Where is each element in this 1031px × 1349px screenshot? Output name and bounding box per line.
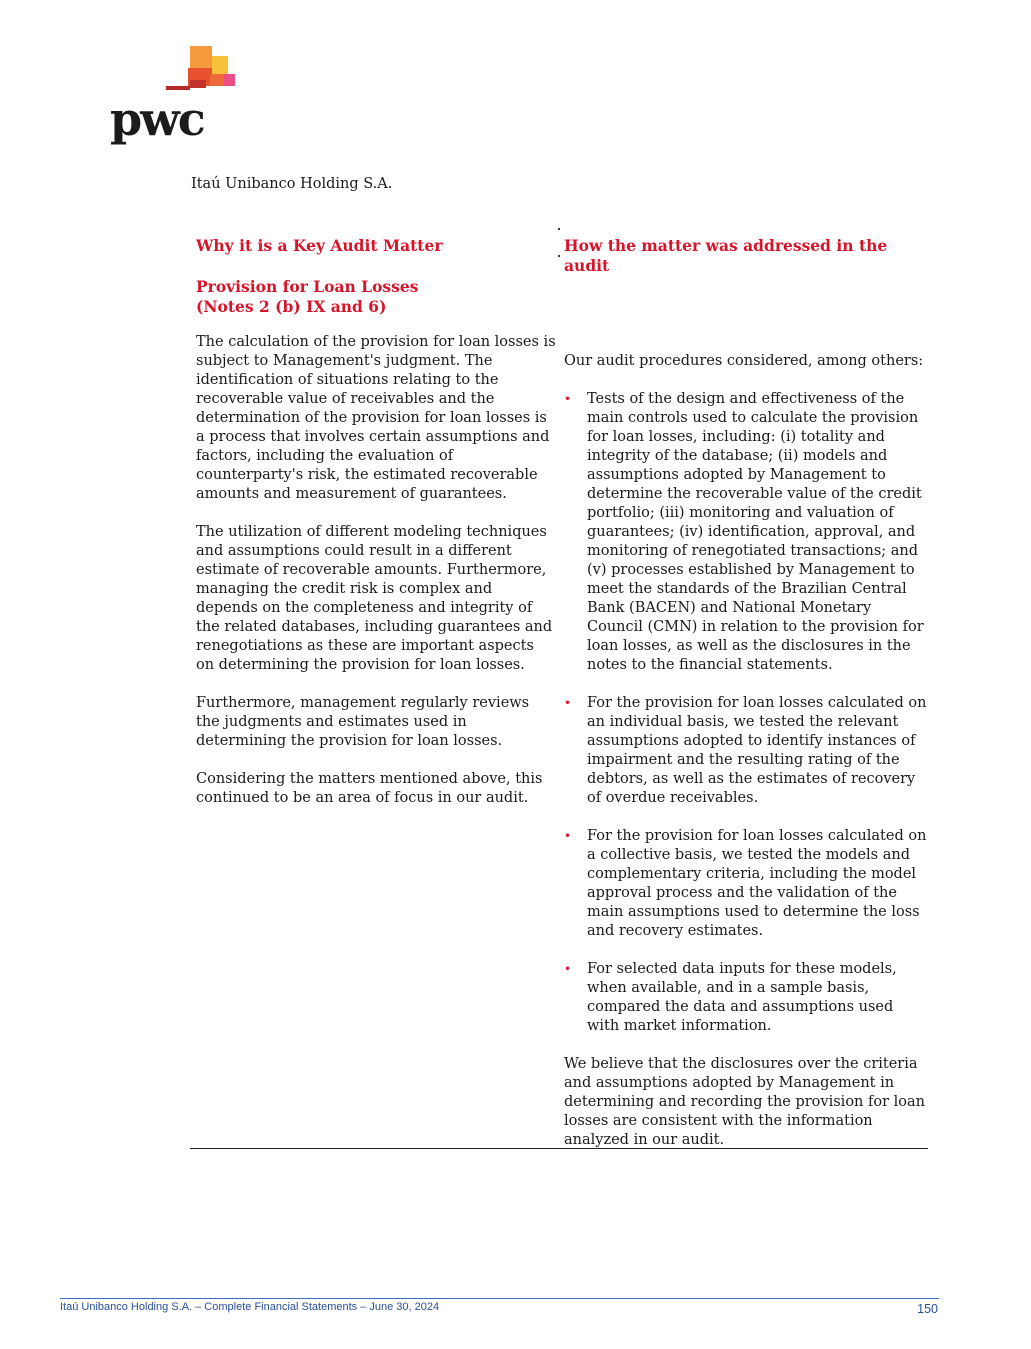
bullet-icon: •: [564, 392, 572, 406]
left-paragraph: The utilization of different modeling techniques and assumptions could result in a different estimate of recoverable amounts. Furthermore, managing the credit risk is complex and depends on the completeness and integrity of the related databases, including guarantees and renegotiations as these are important aspects on determining the provision for loan losses.: [196, 524, 553, 673]
list-item: • Tests of the design and effectiveness of the main controls used to calculate the provision for loan losses, including: (i) totality and integrity of the database; (ii) models and assumptions adopted by Management to determine the recoverable value of the credit portfolio; (iii) monitoring and valuation of guarantees; (iv) identification, approval, and monitoring of renegotiated transactions; and (v) processes established by Management to meet the standards of the Brazilian Central Bank (BACEN) and National Monetary Council (CMN) in relation to the provision for loan losses, as well as the disclosures in the notes to the financial statements.: [564, 391, 924, 673]
conclusion-paragraph: We believe that the disclosures over the criteria and assumptions adopted by Management in determining and recording the provision for loan losses are consistent with the information analyzed in our audit.: [564, 1056, 925, 1148]
right-heading: How the matter was addressed in the audit: [564, 236, 888, 275]
table-bottom-rule: [190, 1148, 928, 1149]
bullet-icon: •: [564, 829, 572, 843]
matter-notes-reference: (Notes 2 (b) IX and 6): [196, 297, 387, 316]
pwc-logo: [110, 44, 240, 144]
list-item: • For the provision for loan losses calculated on a collective basis, we tested the models and complementary criteria, including the model approval process and the validation of the main assumptions used to determine the loss and recovery estimates.: [564, 828, 927, 939]
key-audit-matter-column: [196, 236, 556, 808]
bullet-icon: •: [564, 696, 572, 710]
matter-title: [196, 277, 556, 317]
audit-response-column: [564, 236, 929, 1150]
column-divider: [558, 228, 560, 260]
page-number: 150: [917, 1302, 938, 1316]
left-paragraph: The calculation of the provision for loan losses is subject to Management's judgment. The identification of situations relating to the recoverable value of receivables and the determination of the provision for loan losses is a process that involves certain assumptions and factors, including the evaluation of counterparty's risk, the estimated recoverable amounts and measurement of guarantees.: [196, 334, 556, 502]
left-paragraph: Furthermore, management regularly reviews the judgments and estimates used in determining the provision for loan losses.: [196, 695, 530, 749]
matter-title-line-1: Provision for Loan Losses: [196, 277, 419, 296]
procedures-intro: Our audit procedures considered, among others:: [564, 353, 924, 369]
left-paragraph: Considering the matters mentioned above, this continued to be an area of focus in our audit.: [196, 771, 543, 806]
footer-text: Itaú Unibanco Holding S.A. – Complete Financial Statements – June 30, 2024: [60, 1301, 440, 1313]
list-item: • For selected data inputs for these models, when available, and in a sample basis, compared the data and assumptions used with market information.: [564, 961, 897, 1034]
pwc-wordmark: pwc: [110, 92, 204, 146]
left-heading: Why it is a Key Audit Matter: [196, 236, 443, 255]
footer-rule: [60, 1298, 939, 1299]
list-item: • For the provision for loan losses calculated on an individual basis, we tested the relevant assumptions adopted to identify instances of impairment and the resulting rating of the debtors, as well as the estimates of recovery of overdue receivables.: [564, 695, 927, 806]
bullet-icon: •: [564, 962, 572, 976]
procedures-list: [564, 390, 929, 1036]
company-name: Itaú Unibanco Holding S.A.: [191, 176, 393, 192]
